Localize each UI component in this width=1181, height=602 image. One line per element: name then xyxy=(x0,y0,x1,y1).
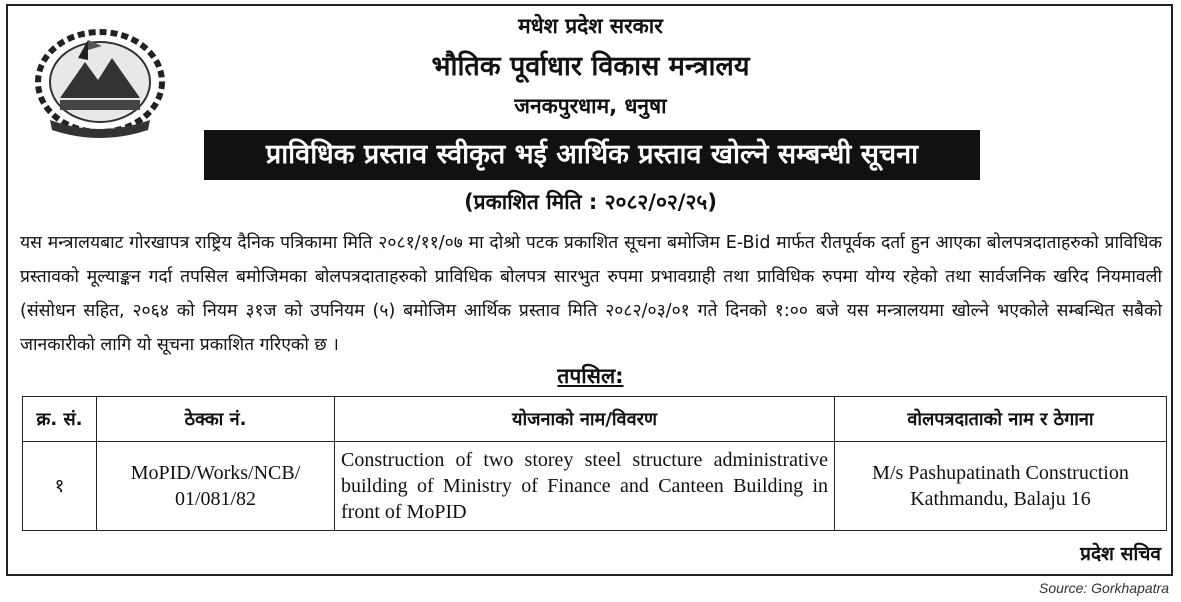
cell-description: Construction of two storey steel structure administrative building of Ministry of Finance and Canteen Building in front of MoPID xyxy=(335,442,835,531)
cell-contract-no: MoPID/Works/NCB/ 01/081/82 xyxy=(97,442,335,531)
schedule-table xyxy=(22,396,1167,531)
government-name: मधेश प्रदेश सरकार xyxy=(518,14,663,38)
signature: प्रदेश सचिव xyxy=(1080,543,1161,565)
cell-bidder: M/s Pashupatinath Construction Kathmandu, Balaju 16 xyxy=(835,442,1167,531)
schedule-heading xyxy=(0,362,1181,390)
column-header-project: योजनाको नाम/विवरण xyxy=(335,397,835,442)
ministry-name: भौतिक पूर्वाधार विकास मन्त्रालय xyxy=(431,51,750,82)
table-row xyxy=(23,442,1167,531)
ministry-location: जनकपुरधाम, धनुषा xyxy=(514,94,667,118)
notice-body: यस मन्त्रालयबाट गोरखापत्र राष्ट्रिय दैनिक पत्रिकामा मिति २०८१/११/०७ मा दोश्रो पटक प्रकाशित सूचना बमोजिम E-Bid मार्फत रीतपूर्वक दर्ता हुन आएका बोलपत्रदाताहरुको प्राविधिक प्रस्तावको मूल्याङ्कन गर्दा तपसिल बमोजिमका बोलपत्रदाताहरुको प्राविधिक बोलपत्र सारभुत रुपमा प्रभावग्राही तथा प्राविधिक रुपमा योग्य रहेको तथा सार्वजनिक खरिद नियमावली (संसोधन सहित, २०६४ को नियम ३१ज को उपनियम (५) बमोजिम आर्थिक प्रस्ताव मिति २०८२/०३/०१ गते दिनको १:०० बजे यस मन्त्रालयमा खोल्ने भएकोले सम्बन्धित सबैको जानकारीको लागि यो सूचना प्रकाशित गरिएको छ । xyxy=(20,233,1162,355)
schedule-heading-text: तपसिल: xyxy=(557,364,624,388)
column-header-bidder: वोलपत्रदाताको नाम र ठेगाना xyxy=(835,397,1167,442)
column-header-sn: क्र. सं. xyxy=(23,397,97,442)
published-date: (प्रकाशित मिति : २०८२/०२/२५) xyxy=(464,190,717,214)
source-credit: Source: Gorkhapatra xyxy=(1039,580,1169,596)
cell-sn: १ xyxy=(23,442,97,531)
notice-title: प्राविधिक प्रस्ताव स्वीकृत भई आर्थिक प्रस्ताव खोल्ने सम्बन्धी सूचना xyxy=(204,130,980,180)
column-header-contract-no: ठेक्का नं. xyxy=(97,397,335,442)
table-header-row xyxy=(23,397,1167,442)
